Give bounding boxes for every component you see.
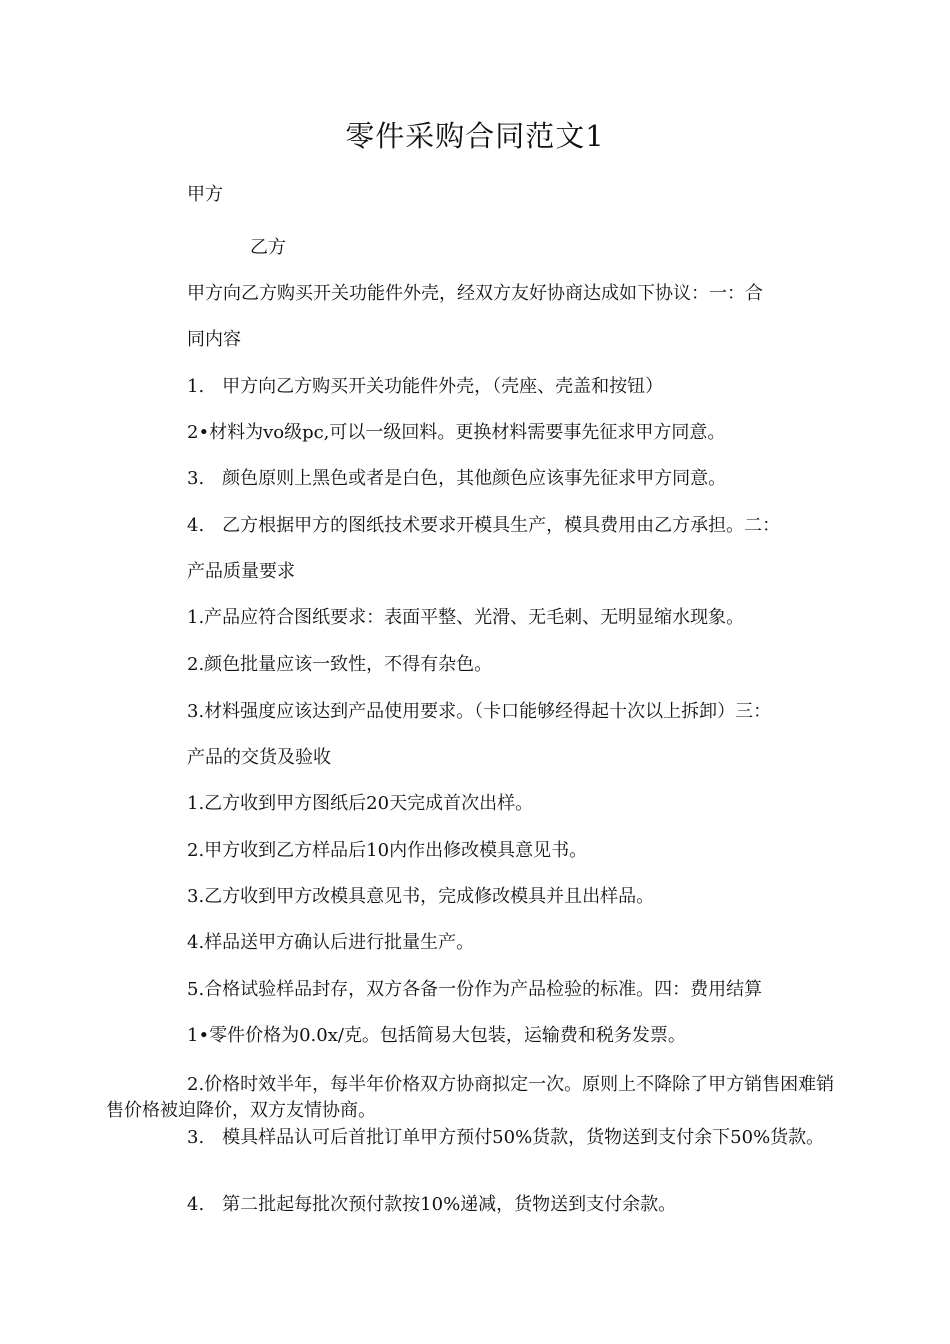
text-line: 1.乙方收到甲方图纸后20天完成首次出样。: [187, 793, 534, 814]
paragraph: 2.价格时效半年，每半年价格双方协商拟定一次。原则上不降除了甲方销售困难销售价格被迫降价，双方友情协商。: [106, 1074, 835, 1121]
text-line: 5.合格试验样品封存，双方各备一份作为产品检验的标准。四：费用结算: [187, 979, 763, 1000]
document-title: 零件采购合同范文1: [345, 119, 605, 153]
party-a-label: 甲方: [187, 184, 223, 205]
text-line: 3.乙方收到甲方改模具意见书，完成修改模具并且出样品。: [187, 886, 655, 907]
section-heading: 产品的交货及验收: [187, 747, 331, 768]
text-line: 3.材料强度应该达到产品使用要求。（卡口能够经得起十次以上拆卸）三：: [187, 701, 772, 722]
text-line: 同内容: [187, 329, 241, 350]
text-line: 3. 颜色原则上黑色或者是白色，其他颜色应该事先征求甲方同意。: [187, 468, 727, 489]
paragraph: 3. 模具样品认可后首批订单甲方预付50%货款，货物送到支付余下50%货款。: [187, 1127, 825, 1148]
text-line: 甲方向乙方购买开关功能件外壳，经双方友好协商达成如下协议：一：合: [187, 283, 763, 304]
text-line: 1•零件价格为0.0x/克。包括简易大包装，运输费和税务发票。: [187, 1025, 686, 1046]
text-line: 4.样品送甲方确认后进行批量生产。: [187, 932, 475, 953]
text-line: 2.颜色批量应该一致性，不得有杂色。: [187, 654, 493, 675]
paragraph: 4. 第二批起每批次预付款按10%递减，货物送到支付余款。: [187, 1194, 677, 1215]
text-line: 2.甲方收到乙方样品后10内作出修改模具意见书。: [187, 840, 588, 861]
party-b-label: 乙方: [250, 237, 286, 258]
text-line: 1. 甲方向乙方购买开关功能件外壳，（壳座、壳盖和按钮）: [187, 376, 664, 397]
text-line: 1.产品应符合图纸要求：表面平整、光滑、无毛刺、无明显缩水现象。: [187, 607, 745, 628]
text-line: 4. 乙方根据甲方的图纸技术要求开模具生产，模具费用由乙方承担。二：: [187, 515, 781, 536]
text-line: 2•材料为vo级pc,可以一级回料。更换材料需要事先征求甲方同意。: [187, 422, 726, 443]
section-heading: 产品质量要求: [187, 561, 295, 582]
